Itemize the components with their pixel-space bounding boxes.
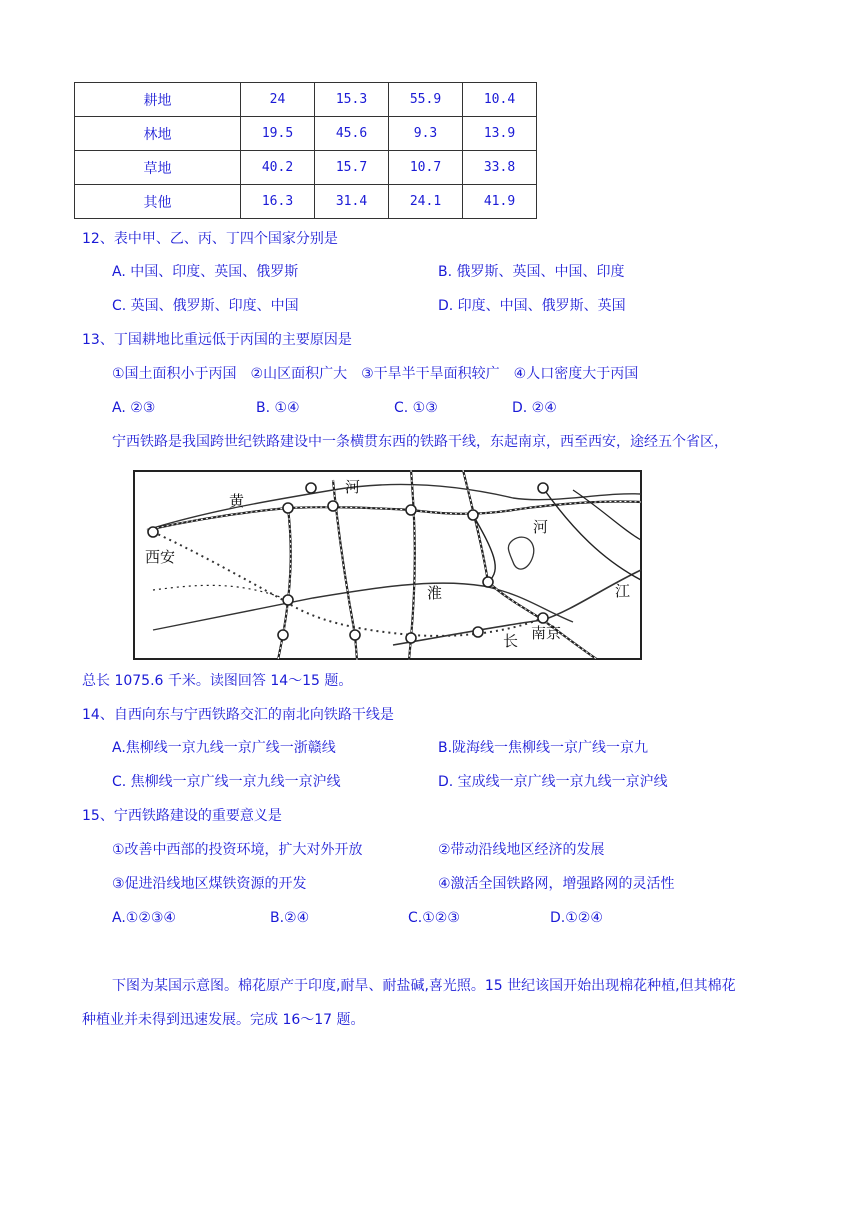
station [283,503,293,513]
table-cell: 9.3 [389,117,463,151]
station [306,483,316,493]
table-cell: 15.3 [315,83,389,117]
station [406,505,416,515]
q12-option-b[interactable]: B. 俄罗斯、英国、中国、印度 [438,264,625,280]
q15-item-1: ①改善中西部的投资环境，扩大对外开放 [112,842,363,858]
intro-paragraph-line2: 总长 1075.6 千米。读图回答 14～15 题。 [82,673,353,689]
table-cell: 13.9 [463,117,537,151]
q14-stem: 14、自西向东与宁西铁路交汇的南北向铁路干线是 [82,707,394,723]
station [483,577,493,587]
table-cell: 16.3 [241,185,315,219]
label-he-1: 河 [345,478,361,496]
table-row [75,151,537,185]
table-cell: 10.4 [463,83,537,117]
station [468,510,478,520]
station [473,627,483,637]
table-row [75,83,537,117]
row-label: 林地 [75,117,241,151]
q15-option-d[interactable]: D.①②④ [550,910,603,926]
q15-stem: 15、宁西铁路建设的重要意义是 [82,808,282,824]
q12-option-d[interactable]: D. 印度、中国、俄罗斯、英国 [438,298,626,314]
label-huai: 淮 [427,584,443,602]
q12-option-c[interactable]: C. 英国、俄罗斯、印度、中国 [112,298,299,314]
intro2-paragraph-line1: 下图为某国示意图。棉花原产于印度,耐旱、耐盐碱,喜光照。15 世纪该国开始出现棉花种植,但其棉花 [112,978,736,994]
label-nanjing: 南京 [531,624,562,642]
q15-option-c[interactable]: C.①②③ [408,910,460,926]
table-cell: 19.5 [241,117,315,151]
station [350,630,360,640]
table-cell: 24.1 [389,185,463,219]
row-label: 其他 [75,185,241,219]
q12-option-a[interactable]: A. 中国、印度、英国、俄罗斯 [112,264,299,280]
q15-item-3: ③促进沿线地区煤铁资源的开发 [112,876,307,892]
table-cell: 55.9 [389,83,463,117]
q15-option-a[interactable]: A.①②③④ [112,910,176,926]
label-he-2: 河 [533,518,549,536]
station-xian [148,527,158,537]
station [406,633,416,643]
q13-items: ①国土面积小于丙国 ②山区面积广大 ③干旱半干旱面积较广 ④人口密度大于丙国 [112,366,639,382]
label-chang: 长 [503,632,519,650]
row-label: 耕地 [75,83,241,117]
q13-option-b[interactable]: B. ①④ [256,400,300,416]
q14-option-b[interactable]: B.陇海线一焦柳线一京广线一京九 [438,740,649,756]
table-row [75,117,537,151]
q14-option-c[interactable]: C. 焦柳线一京广线一京九线一京沪线 [112,774,341,790]
table-cell: 45.6 [315,117,389,151]
q13-option-a[interactable]: A. ②③ [112,400,156,416]
q13-stem: 13、丁国耕地比重远低于丙国的主要原因是 [82,332,352,348]
table-row [75,185,537,219]
intro2-paragraph-line2: 种植业并未得到迅速发展。完成 16～17 题。 [82,1012,365,1028]
station [538,483,548,493]
railway-map [133,470,642,660]
q14-option-a[interactable]: A.焦柳线一京九线一京广线一浙赣线 [112,740,336,756]
table-cell: 40.2 [241,151,315,185]
label-jiang: 江 [615,582,631,600]
intro-paragraph-line1: 宁西铁路是我国跨世纪铁路建设中一条横贯东西的铁路干线，东起南京，西至西安，途经五个省区， [112,434,728,450]
station [328,501,338,511]
land-use-table [74,82,537,219]
q15-item-2: ②带动沿线地区经济的发展 [438,842,605,858]
q12-stem: 12、表中甲、乙、丙、丁四个国家分别是 [82,231,338,247]
table-cell: 10.7 [389,151,463,185]
table-cell: 24 [241,83,315,117]
q13-option-c[interactable]: C. ①③ [394,400,438,416]
table-cell: 33.8 [463,151,537,185]
row-label: 草地 [75,151,241,185]
q14-option-d[interactable]: D. 宝成线一京广线一京九线一京沪线 [438,774,668,790]
table-cell: 41.9 [463,185,537,219]
table-cell: 15.7 [315,151,389,185]
station-nanjing [538,613,548,623]
station [283,595,293,605]
table-cell: 31.4 [315,185,389,219]
q15-option-b[interactable]: B.②④ [270,910,310,926]
q15-item-4: ④激活全国铁路网，增强路网的灵活性 [438,876,675,892]
label-huang: 黄 [229,492,245,510]
label-xian: 西安 [145,548,176,566]
q13-option-d[interactable]: D. ②④ [512,400,557,416]
station [278,630,288,640]
